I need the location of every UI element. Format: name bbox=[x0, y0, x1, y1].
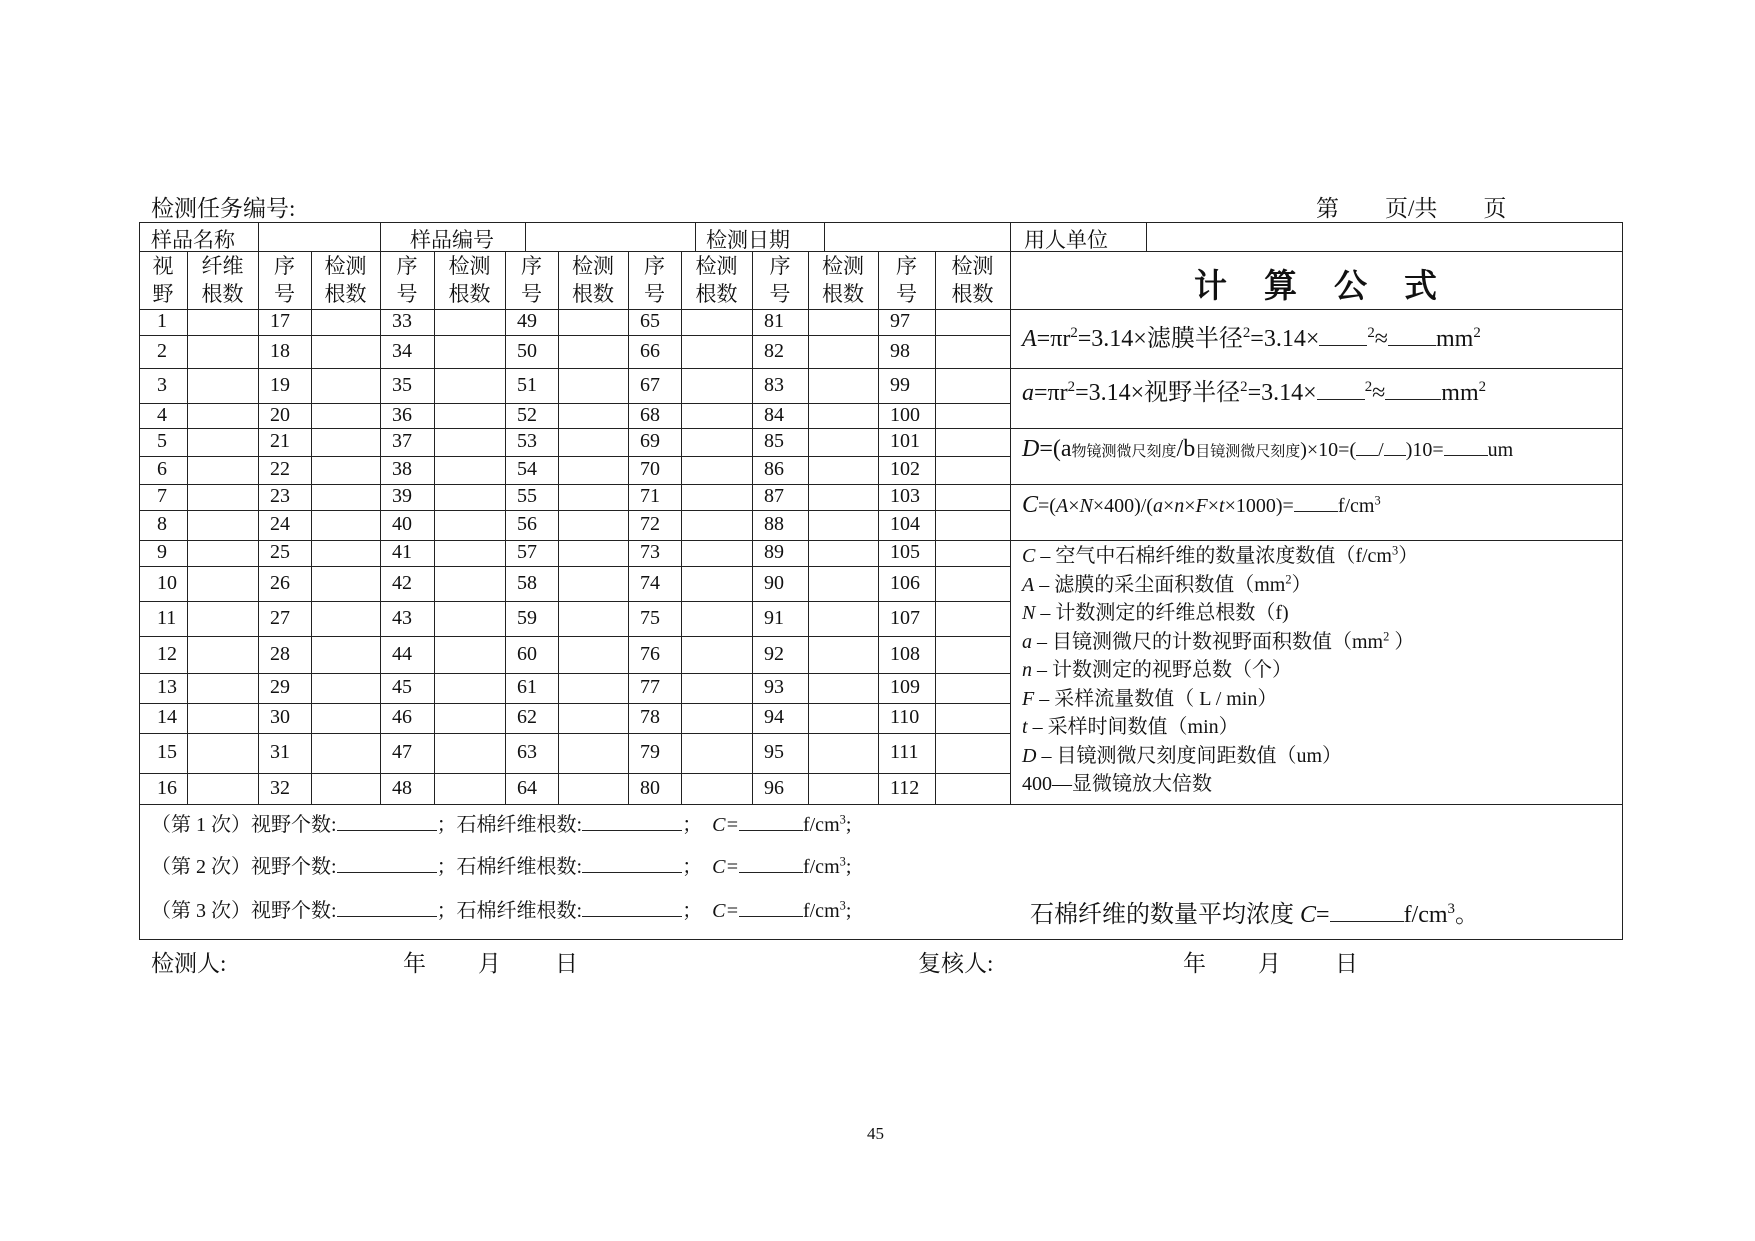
table-cell: 67 bbox=[640, 373, 660, 396]
definition-item: N – 计数测定的纤维总根数（f) bbox=[1022, 602, 1289, 624]
table-cell: 96 bbox=[764, 776, 784, 799]
table-cell: 63 bbox=[517, 741, 537, 763]
test-date-label: 检测日期 bbox=[706, 228, 790, 252]
table-cell: 54 bbox=[517, 458, 537, 480]
task-number-label: 检测任务编号: bbox=[151, 196, 296, 221]
summary-line: （第 3 次）视野个数: ；石棉纤维根数: ； $C= f/cm^3$; bbox=[151, 898, 852, 922]
table-cell: 80 bbox=[640, 776, 660, 799]
table-cell: 30 bbox=[270, 706, 290, 728]
summary-line: （第 1 次）视野个数: ；石棉纤维根数: ； $C= f/cm^3$; bbox=[151, 812, 852, 836]
table-cell: 79 bbox=[640, 741, 660, 763]
table-cell: 82 bbox=[764, 339, 784, 362]
table-cell: 50 bbox=[517, 339, 537, 362]
table-cell: 111 bbox=[890, 741, 919, 763]
definition-item: C – 空气中石棉纤维的数量浓度数值$(f/cm^3)$ bbox=[1022, 543, 1419, 567]
header-fiber-count: 纤维 根数 bbox=[201, 254, 244, 306]
table-cell: 53 bbox=[517, 430, 537, 452]
definition-item: a – 目镜测微尺的计数视野面积数值（$mm^2$ ） bbox=[1022, 629, 1415, 653]
table-cell: 5 bbox=[157, 430, 167, 452]
table-cell: 42 bbox=[392, 571, 412, 594]
table-cell: 64 bbox=[517, 776, 537, 799]
table-cell: 83 bbox=[764, 373, 784, 396]
header-count: 检测 根数 bbox=[572, 254, 614, 306]
table-cell: 4 bbox=[157, 403, 167, 426]
table-cell: 95 bbox=[764, 741, 784, 763]
table-cell: 102 bbox=[890, 458, 920, 480]
table-cell: 61 bbox=[517, 676, 537, 698]
table-cell: 84 bbox=[764, 403, 784, 426]
table-cell: 99 bbox=[890, 373, 910, 396]
table-cell: 77 bbox=[640, 676, 660, 698]
formula-area-field: $a=\pi r^2=3.14\times$视野半径$^2=3.14\times ^2\approx mm^2$ bbox=[1022, 379, 1487, 406]
table-cell: 86 bbox=[764, 458, 784, 480]
client-label: 用人单位 bbox=[1024, 228, 1108, 252]
header-field: 视 野 bbox=[152, 254, 174, 306]
formula-d: D=(a物镜测微尺刻度/b目镜测微尺刻度)×10=( / )10= um bbox=[1022, 436, 1514, 462]
header-count: 检测 根数 bbox=[695, 254, 738, 306]
table-cell: 76 bbox=[640, 642, 660, 665]
table-cell: 12 bbox=[157, 642, 177, 665]
definition-item: 400—显微镜放大倍数 bbox=[1022, 773, 1212, 795]
table-cell: 101 bbox=[890, 430, 920, 452]
formula-c: $C=(A\times N\times 400)/(a\times n\times F\times t\times 1000)= f/cm^3$ bbox=[1022, 492, 1381, 518]
header-seq: 序 号 bbox=[396, 254, 418, 306]
table-cell: 11 bbox=[157, 606, 177, 629]
table-cell: 39 bbox=[392, 485, 412, 507]
table-cell: 85 bbox=[764, 430, 784, 452]
table-cell: 49 bbox=[517, 310, 537, 332]
table-cell: 90 bbox=[764, 571, 784, 594]
table-cell: 103 bbox=[890, 485, 920, 507]
table-cell: 26 bbox=[270, 571, 290, 594]
formula-title: 计 算 公 式 bbox=[1194, 266, 1439, 305]
table-cell: 68 bbox=[640, 403, 660, 426]
table-cell: 62 bbox=[517, 706, 537, 728]
tester-month: 月 bbox=[478, 951, 501, 976]
table-cell: 108 bbox=[890, 642, 920, 665]
table-cell: 59 bbox=[517, 606, 537, 629]
table-cell: 97 bbox=[890, 310, 910, 332]
definition-item: A – 滤膜的采尘面积数值$(mm^2)$ bbox=[1022, 572, 1312, 596]
tester-label: 检测人: bbox=[151, 951, 227, 976]
reviewer-label: 复核人: bbox=[918, 951, 994, 976]
table-cell: 32 bbox=[270, 776, 290, 799]
header-count: 检测 根数 bbox=[951, 254, 994, 306]
reviewer-month: 月 bbox=[1258, 951, 1281, 976]
table-cell: 46 bbox=[392, 706, 412, 728]
table-cell: 40 bbox=[392, 513, 412, 535]
table-cell: 104 bbox=[890, 513, 920, 535]
table-cell: 38 bbox=[392, 458, 412, 480]
table-cell: 24 bbox=[270, 513, 290, 535]
table-cell: 58 bbox=[517, 571, 537, 594]
table-cell: 47 bbox=[392, 741, 412, 763]
table-cell: 41 bbox=[392, 541, 412, 563]
table-cell: 9 bbox=[157, 541, 167, 563]
tester-year: 年 bbox=[403, 951, 426, 976]
table-cell: 15 bbox=[157, 741, 177, 763]
table-cell: 71 bbox=[640, 485, 660, 507]
table-cell: 45 bbox=[392, 676, 412, 698]
table-cell: 21 bbox=[270, 430, 290, 452]
table-cell: 73 bbox=[640, 541, 660, 563]
table-cell: 18 bbox=[270, 339, 290, 362]
table-cell: 44 bbox=[392, 642, 412, 665]
table-cell: 34 bbox=[392, 339, 412, 362]
tester-day: 日 bbox=[555, 951, 578, 976]
table-cell: 6 bbox=[157, 458, 167, 480]
sample-number-label: 样品编号 bbox=[410, 228, 494, 252]
table-cell: 74 bbox=[640, 571, 660, 594]
table-cell: 78 bbox=[640, 706, 660, 728]
table-cell: 88 bbox=[764, 513, 784, 535]
table-cell: 27 bbox=[270, 606, 290, 629]
header-seq: 序 号 bbox=[769, 254, 791, 306]
table-cell: 56 bbox=[517, 513, 537, 535]
definition-item: D – 目镜测微尺刻度间距数值（um） bbox=[1022, 745, 1343, 767]
definition-item: t – 采样时间数值（min） bbox=[1022, 716, 1239, 738]
table-cell: 106 bbox=[890, 571, 920, 594]
table-cell: 55 bbox=[517, 485, 537, 507]
table-cell: 65 bbox=[640, 310, 660, 332]
header-seq: 序 号 bbox=[896, 254, 917, 306]
header-seq: 序 号 bbox=[274, 254, 295, 306]
table-cell: 1 bbox=[157, 310, 167, 332]
table-cell: 89 bbox=[764, 541, 784, 563]
table-cell: 33 bbox=[392, 310, 412, 332]
page-number: 45 bbox=[867, 1124, 884, 1143]
table-cell: 92 bbox=[764, 642, 784, 665]
table-cell: 110 bbox=[890, 706, 920, 728]
table-cell: 109 bbox=[890, 676, 920, 698]
page-info: 第 页/共 页 bbox=[1316, 196, 1507, 221]
table-cell: 69 bbox=[640, 430, 660, 452]
formula-area-filter: $A=\pi r^2=3.14\times$滤膜半径$^2=3.14\times ^2\approx mm^2$ bbox=[1022, 325, 1481, 352]
definition-item: F – 采样流量数值（ L / min） bbox=[1022, 688, 1278, 710]
table-cell: 94 bbox=[764, 706, 784, 728]
table-cell: 25 bbox=[270, 541, 290, 563]
summary-line: （第 2 次）视野个数: ；石棉纤维根数: ； $C= f/cm^3$; bbox=[151, 854, 852, 878]
table-cell: 105 bbox=[890, 541, 920, 563]
header-count: 检测 根数 bbox=[448, 254, 491, 306]
table-cell: 2 bbox=[157, 339, 167, 362]
table-cell: 35 bbox=[392, 373, 412, 396]
table-cell: 81 bbox=[764, 310, 784, 332]
reviewer-day: 日 bbox=[1335, 951, 1358, 976]
table-cell: 29 bbox=[270, 676, 290, 698]
table-cell: 14 bbox=[157, 706, 177, 728]
table-cell: 10 bbox=[157, 571, 177, 594]
table-cell: 8 bbox=[157, 513, 167, 535]
header-count: 检测 根数 bbox=[822, 254, 864, 306]
definition-item: n – 计数测定的视野总数（个） bbox=[1022, 659, 1292, 681]
table-cell: 66 bbox=[640, 339, 660, 362]
table-cell: 87 bbox=[764, 485, 784, 507]
table-cell: 70 bbox=[640, 458, 660, 480]
table-cell: 19 bbox=[270, 373, 290, 396]
reviewer-year: 年 bbox=[1183, 951, 1206, 976]
sample-name-label: 样品名称 bbox=[151, 228, 235, 252]
table-cell: 31 bbox=[270, 741, 290, 763]
header-count: 检测 根数 bbox=[324, 254, 367, 306]
header-seq: 序 号 bbox=[521, 254, 542, 306]
table-cell: 23 bbox=[270, 485, 290, 507]
table-cell: 52 bbox=[517, 403, 537, 426]
table-cell: 28 bbox=[270, 642, 290, 665]
header-seq: 序 号 bbox=[644, 254, 665, 306]
table-cell: 37 bbox=[392, 430, 412, 452]
table-cell: 51 bbox=[517, 373, 537, 396]
table-cell: 93 bbox=[764, 676, 784, 698]
table-cell: 16 bbox=[157, 776, 177, 799]
table-cell: 20 bbox=[270, 403, 290, 426]
table-cell: 17 bbox=[270, 310, 290, 332]
table-cell: 112 bbox=[890, 776, 920, 799]
table-cell: 36 bbox=[392, 403, 412, 426]
table-cell: 3 bbox=[157, 373, 167, 396]
table-cell: 100 bbox=[890, 403, 920, 426]
table-cell: 13 bbox=[157, 676, 177, 698]
table-cell: 91 bbox=[764, 606, 784, 629]
table-cell: 43 bbox=[392, 606, 412, 629]
table-cell: 60 bbox=[517, 642, 537, 665]
average-concentration: 石棉纤维的数量平均浓度 $C= f/cm^3$。 bbox=[1030, 901, 1479, 928]
table-cell: 72 bbox=[640, 513, 660, 535]
table-cell: 22 bbox=[270, 458, 290, 480]
table-cell: 98 bbox=[890, 339, 910, 362]
table-cell: 57 bbox=[517, 541, 537, 563]
table-cell: 107 bbox=[890, 606, 920, 629]
table-cell: 75 bbox=[640, 606, 660, 629]
table-cell: 48 bbox=[392, 776, 412, 799]
table-cell: 7 bbox=[157, 485, 167, 507]
